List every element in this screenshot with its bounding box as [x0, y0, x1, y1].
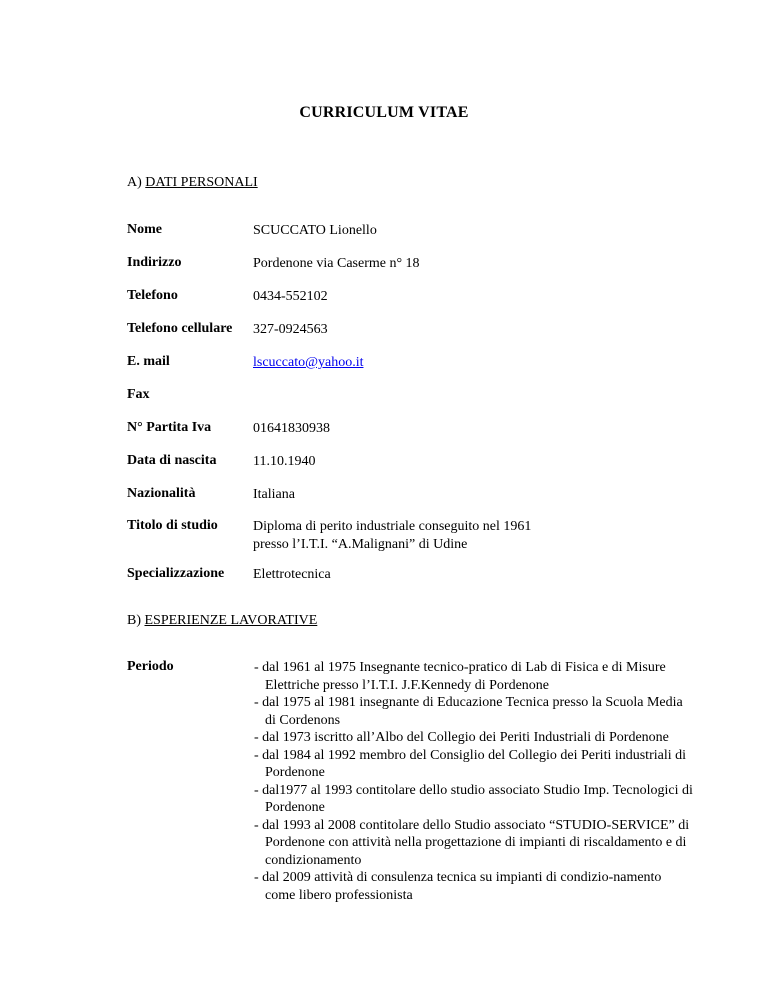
label-email: E. mail: [127, 354, 170, 369]
label-specializzazione: Specializzazione: [127, 566, 225, 581]
label-nazionalita: Nazionalità: [127, 486, 196, 501]
experience-item: - dal 1975 al 1981 insegnante di Educazione Tecnica presso la Scuola Media di Cordenons: [254, 695, 683, 728]
label-partita-iva: N° Partita Iva: [127, 420, 212, 435]
section-a-heading: [127, 175, 258, 191]
value-titolo-studio-line-2: presso l’I.T.I. “A.Malignani” di Udine: [253, 537, 468, 552]
experience-list: [254, 659, 694, 904]
value-indirizzo: Pordenone via Caserme n° 18: [253, 256, 420, 271]
value-specializzazione: Elettrotecnica: [253, 567, 331, 582]
section-b-title: ESPERIENZE LAVORATIVE: [144, 613, 318, 628]
label-data-nascita: Data di nascita: [127, 453, 217, 468]
experience-item: - dal1977 al 1993 contitolare dello studio associato Studio Imp. Tecnologici di Pordenone: [254, 782, 693, 815]
value-nome: SCUCCATO Lionello: [253, 223, 377, 238]
experience-item: - dal 1961 al 1975 Insegnante tecnico-pratico di Lab di Fisica e di Misure Elettriche presso l’I.T.I. J.F.Kennedy di Pordenone: [254, 660, 666, 693]
page-title: CURRICULUM VITAE: [299, 104, 469, 121]
section-a-title: DATI PERSONALI: [145, 175, 258, 190]
section-b-heading: [127, 613, 317, 629]
label-titolo-studio: Titolo di studio: [127, 518, 218, 533]
label-telefono: Telefono: [127, 288, 178, 303]
section-a-letter: A): [127, 175, 146, 190]
experience-item: - dal 1984 al 1992 membro del Consiglio del Collegio dei Periti industriali di Pordenone: [254, 747, 687, 780]
label-fax: Fax: [127, 387, 150, 402]
value-telefono: 0434-552102: [253, 289, 328, 304]
email-link[interactable]: lscuccato@yahoo.it: [253, 355, 364, 370]
value-titolo-studio-line-1: Diploma di perito industriale conseguito nel 1961: [253, 519, 532, 534]
value-partita-iva: 01641830938: [253, 421, 330, 436]
value-data-nascita: 11.10.1940: [253, 454, 316, 469]
label-nome: Nome: [127, 222, 162, 237]
value-cellulare: 327-0924563: [253, 322, 328, 337]
experience-item: - dal 1993 al 2008 contitolare dello Studio associato “STUDIO-SERVICE” di Pordenone con attività nella progettazione di impianti di riscaldamento e di condizionamento: [254, 817, 690, 868]
label-indirizzo: Indirizzo: [127, 255, 182, 270]
value-nazionalita: Italiana: [253, 487, 295, 502]
experience-item: - dal 2009 attività di consulenza tecnica su impianti di condizio-namento come libero professionista: [254, 870, 662, 903]
section-b-letter: B): [127, 613, 145, 628]
experience-item: - dal 1973 iscritto all’Albo del Collegio dei Periti Industriali di Pordenone: [254, 730, 669, 745]
value-titolo-studio: [253, 518, 531, 554]
label-cellulare: Telefono cellulare: [127, 321, 233, 336]
label-periodo: Periodo: [127, 659, 174, 674]
